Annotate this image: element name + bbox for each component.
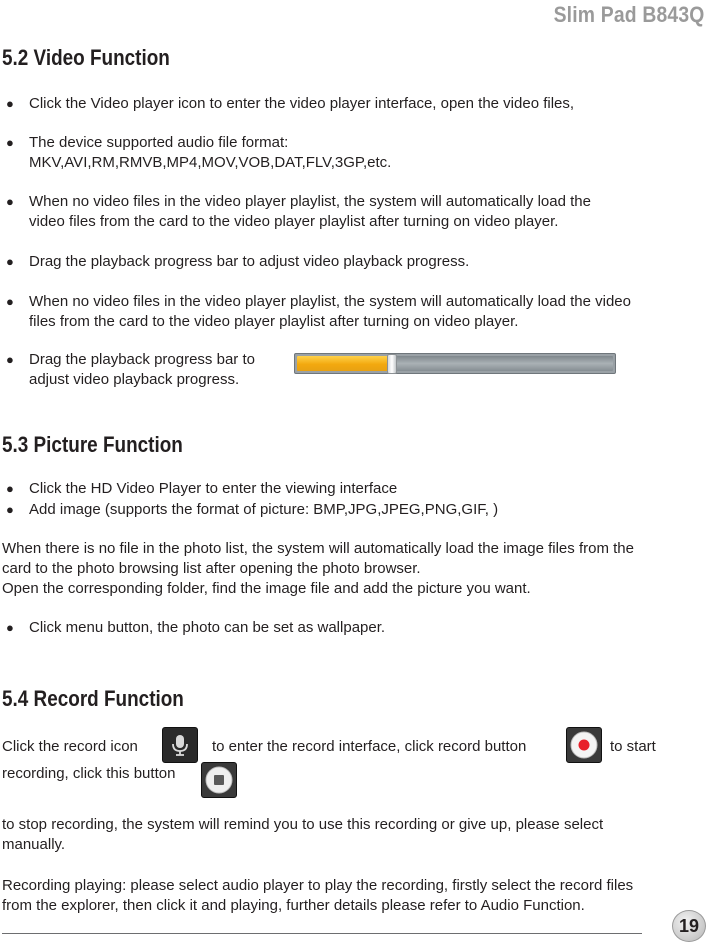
playback-progress-bar[interactable] (294, 353, 616, 374)
progress-track (297, 356, 613, 371)
video-bullet-5: ● When no video files in the video player playlist, the system will automatically load the video files from the card to the video player playlist after turning on video player. (6, 293, 631, 330)
video-bullet-6: ● Drag the playback progress bar to adjust video playback progress. (6, 351, 255, 388)
record-icon[interactable] (162, 727, 198, 763)
video-bullet-1: ● Click the Video player icon to enter the video player interface, open the video files, (6, 95, 575, 112)
record-text-part3: to start (610, 738, 656, 755)
video-bullet-3: ● When no video files in the video player playlist, the system will automatically load the video files from the card to the video player playlist after turning on video player. (6, 193, 591, 230)
record-text-part1: Click the record icon (2, 738, 138, 755)
record-button[interactable] (566, 727, 602, 763)
stop-button[interactable] (201, 762, 237, 798)
progress-handle[interactable] (387, 354, 397, 374)
section-title-picture: 5.3 Picture Function (2, 432, 183, 457)
section-title-record: 5.4 Record Function (2, 686, 184, 711)
progress-fill (297, 356, 392, 371)
record-text-line2: recording, click this button (2, 765, 176, 782)
video-bullet-4: ● Drag the playback progress bar to adjust video playback progress. (6, 253, 470, 270)
record-stop-paragraph: to stop recording, the system will remind you to use this recording or give up, please select manually. (2, 816, 604, 853)
picture-bullet-2: ● Add image (supports the format of picture: BMP,JPG,JPEG,PNG,GIF, ) (6, 501, 499, 518)
document-brand: Slim Pad B843Q (554, 2, 705, 27)
record-dot-icon (567, 728, 601, 762)
stop-square-icon (202, 763, 236, 797)
picture-bullet-1: ● Click the HD Video Player to enter the viewing interface (6, 480, 398, 497)
section-title-video: 5.2 Video Function (2, 45, 170, 70)
picture-bullet-wallpaper: ● Click menu button, the photo can be set as wallpaper. (6, 619, 386, 636)
record-text-part2: to enter the record interface, click record button (212, 738, 527, 755)
page-number: 19 (672, 910, 706, 942)
record-playing-paragraph: Recording playing: please select audio player to play the recording, firstly select the record files from the explorer, then click it and playing, further details please refer to Audio Function. (2, 877, 634, 914)
video-bullet-2: ● The device supported audio file format: MKV,AVI,RM,RMVB,MP4,MOV,VOB,DAT,FLV,3GP,etc. (6, 134, 392, 171)
footer-divider (2, 933, 642, 934)
microphone-icon (163, 728, 197, 762)
picture-paragraph: When there is no file in the photo list, the system will automatically load the image files from the card to the photo browsing list after opening the photo browser. Open the corresponding folder, find the image file and add the picture you want. (2, 540, 634, 597)
